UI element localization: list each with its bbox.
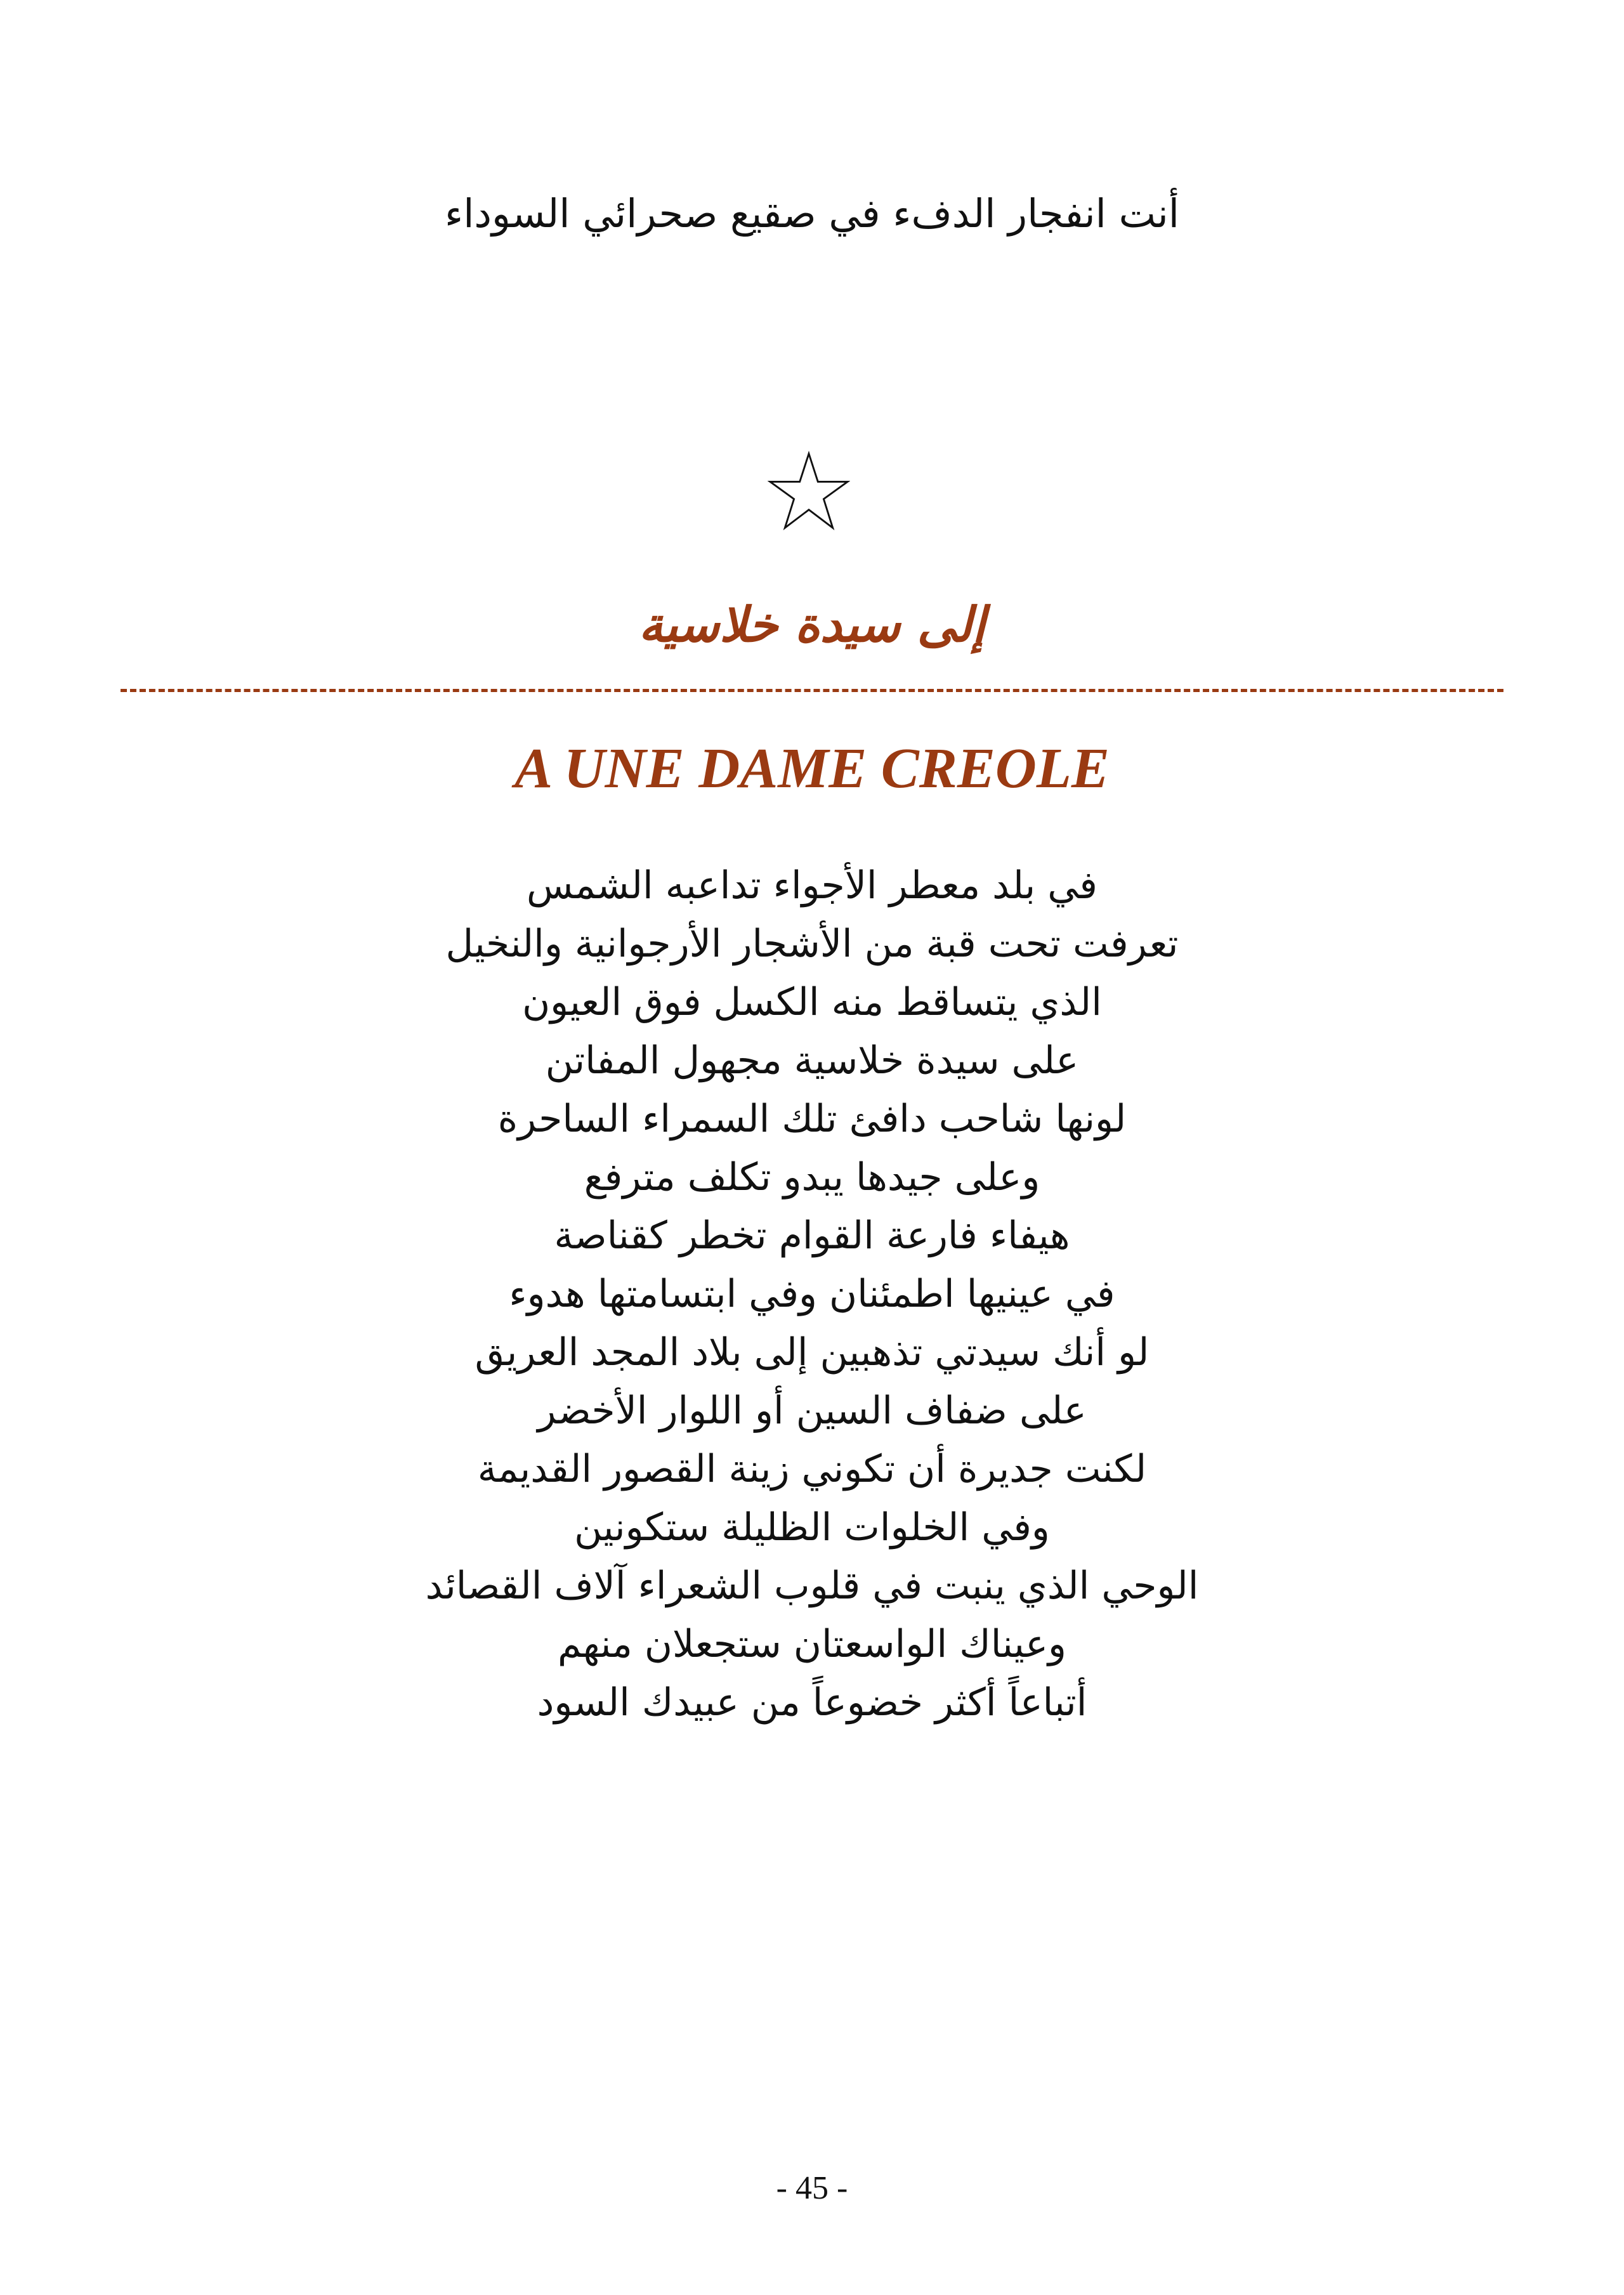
poem-body [0,856,1624,1732]
poem-line: لو أنك سيدتي تذهبين إلى بلاد المجد العريق [475,1330,1149,1375]
poem-line: وعلى جيدها يبدو تكلف مترفع [584,1155,1040,1200]
poem-line: هيفاء فارعة القوام تخطر كقناصة [554,1213,1070,1258]
poem-line: لكنت جديرة أن تكوني زينة القصور القديمة [477,1447,1147,1491]
poem-line: في بلد معطر الأجواء تداعبه الشمس [527,863,1097,908]
poem-line: لونها شاحب دافئ تلك السمراء الساحرة [497,1097,1127,1141]
poem-line: أتباعاً أكثر خضوعاً من عبيدك السود [537,1680,1087,1725]
poem-line: الوحي الذي ينبت في قلوب الشعراء آلاف القصائد [425,1564,1199,1608]
title-divider [121,689,1503,692]
poem-line: الذي يتساقط منه الكسل فوق العيون [522,980,1102,1024]
poem-line: وفي الخلوات الظليلة ستكونين [574,1505,1050,1550]
poem-line: وعيناك الواسعتان ستجعلان منهم [558,1622,1066,1666]
poem-title-arabic: إلى سيدة خلاسية [638,596,986,653]
star-outline-icon [768,450,850,533]
page-number: - 45 - [776,2170,848,2206]
poem-line: على ضفاف السين أو اللوار الأخضر [537,1389,1087,1433]
poem-title-french: A UNE DAME CREOLE [514,737,1110,800]
poem-line: تعرفت تحت قبة من الأشجار الأرجوانية والنخيل [445,922,1179,966]
poem-line: في عينيها اطمئنان وفي ابتسامتها هدوء [509,1272,1115,1316]
top-verse-line: أنت انفجار الدفء في صقيع صحرائي السوداء [445,190,1179,237]
poem-line: على سيدة خلاسية مجهول المفاتن [545,1038,1079,1083]
